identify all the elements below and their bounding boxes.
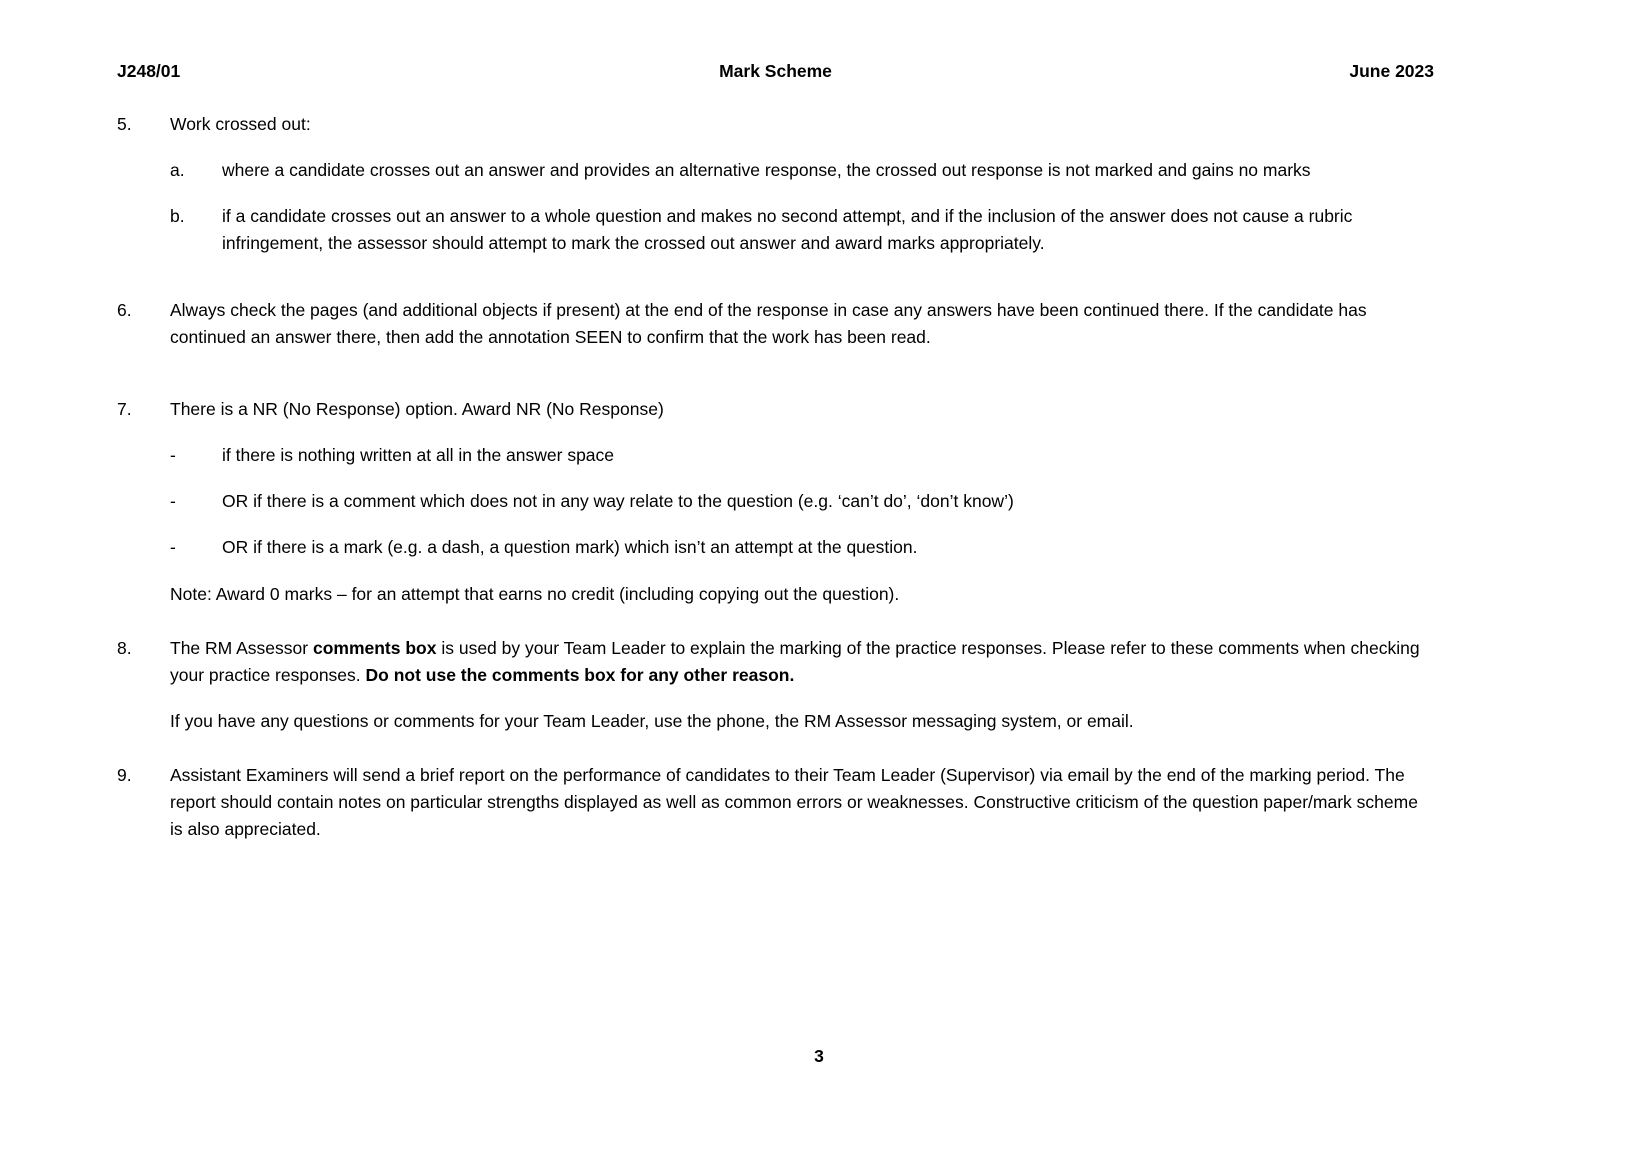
dash-text: if there is nothing written at all in the answer space [222,445,615,465]
dash-marker: - [170,445,176,465]
item-body [170,396,1434,608]
dash-text: OR if there is a mark (e.g. a dash, a question mark) which isn’t an attempt at the question. [222,537,918,557]
subitem-marker: a. [170,160,185,180]
text-segment-bold: comments box [312,638,437,658]
list-item-5 [117,111,1434,257]
list-item-7 [117,396,1434,608]
list-item-6 [117,297,1434,351]
dash-marker: - [170,491,176,511]
list-item-8 [117,635,1434,735]
item-number: 6. [117,300,132,320]
item-text: There is a NR (No Response) option. Award NR (No Response) [170,399,664,419]
dash-marker: - [170,537,176,557]
dash-item-3 [170,534,1434,561]
text-segment: The RM Assessor [170,638,313,658]
doc-title: Mark Scheme [719,61,832,81]
doc-date: June 2023 [1349,61,1434,81]
subitem-marker: b. [170,206,185,226]
item-body [170,635,1434,735]
dash-item-2 [170,488,1434,515]
item-text: Work crossed out: [170,114,311,134]
dash-item-1 [170,442,1434,469]
item-text [170,635,1434,689]
dash-text: OR if there is a comment which does not in any way relate to the question (e.g. ‘can’t do’, ‘don’t know’) [222,491,1014,511]
text-segment: is used by your Team Leader to explain the marking of the practice responses. Please refer to these comments when checking your practice responses. [170,638,1420,685]
text-segment-bold: Do not use the comments box for any other reason. [365,665,795,685]
item-number: 7. [117,399,132,419]
doc-code: J248/01 [117,61,181,81]
item-number: 8. [117,638,132,658]
item-number: 5. [117,114,132,134]
subitem-a [170,157,1434,184]
subitem-text: if a candidate crosses out an answer to a whole question and makes no second attempt, and if the inclusion of the answer does not cause a rubric infringement, the assessor should attempt to mark the crossed out answer and award marks appropriately. [222,206,1353,253]
item-number: 9. [117,765,132,785]
item-text: Always check the pages (and additional objects if present) at the end of the response in case any answers have been continued there. If the candidate has continued an answer there, then add the annotation SEEN to confirm that the work has been read. [170,300,1367,347]
item-paragraph-2: If you have any questions or comments for your Team Leader, use the phone, the RM Assessor messaging system, or email. [170,711,1134,731]
subitem-text: where a candidate crosses out an answer and provides an alternative response, the crossed out response is not marked and gains no marks [222,160,1311,180]
item-text: Assistant Examiners will send a brief report on the performance of candidates to their Team Leader (Supervisor) via email by the end of the marking period. The report should contain notes on particular strengths displayed as well as common errors or weaknesses. Constructive criticism of the question paper/mark scheme is also appreciated. [170,765,1418,839]
item-body [170,111,1434,257]
page-header [117,58,1434,85]
page-number: 3 [814,1046,824,1066]
note-text: Note: Award 0 marks – for an attempt that earns no credit (including copying out the question). [170,584,900,604]
list-item-9 [117,762,1434,843]
subitem-b [170,203,1434,257]
